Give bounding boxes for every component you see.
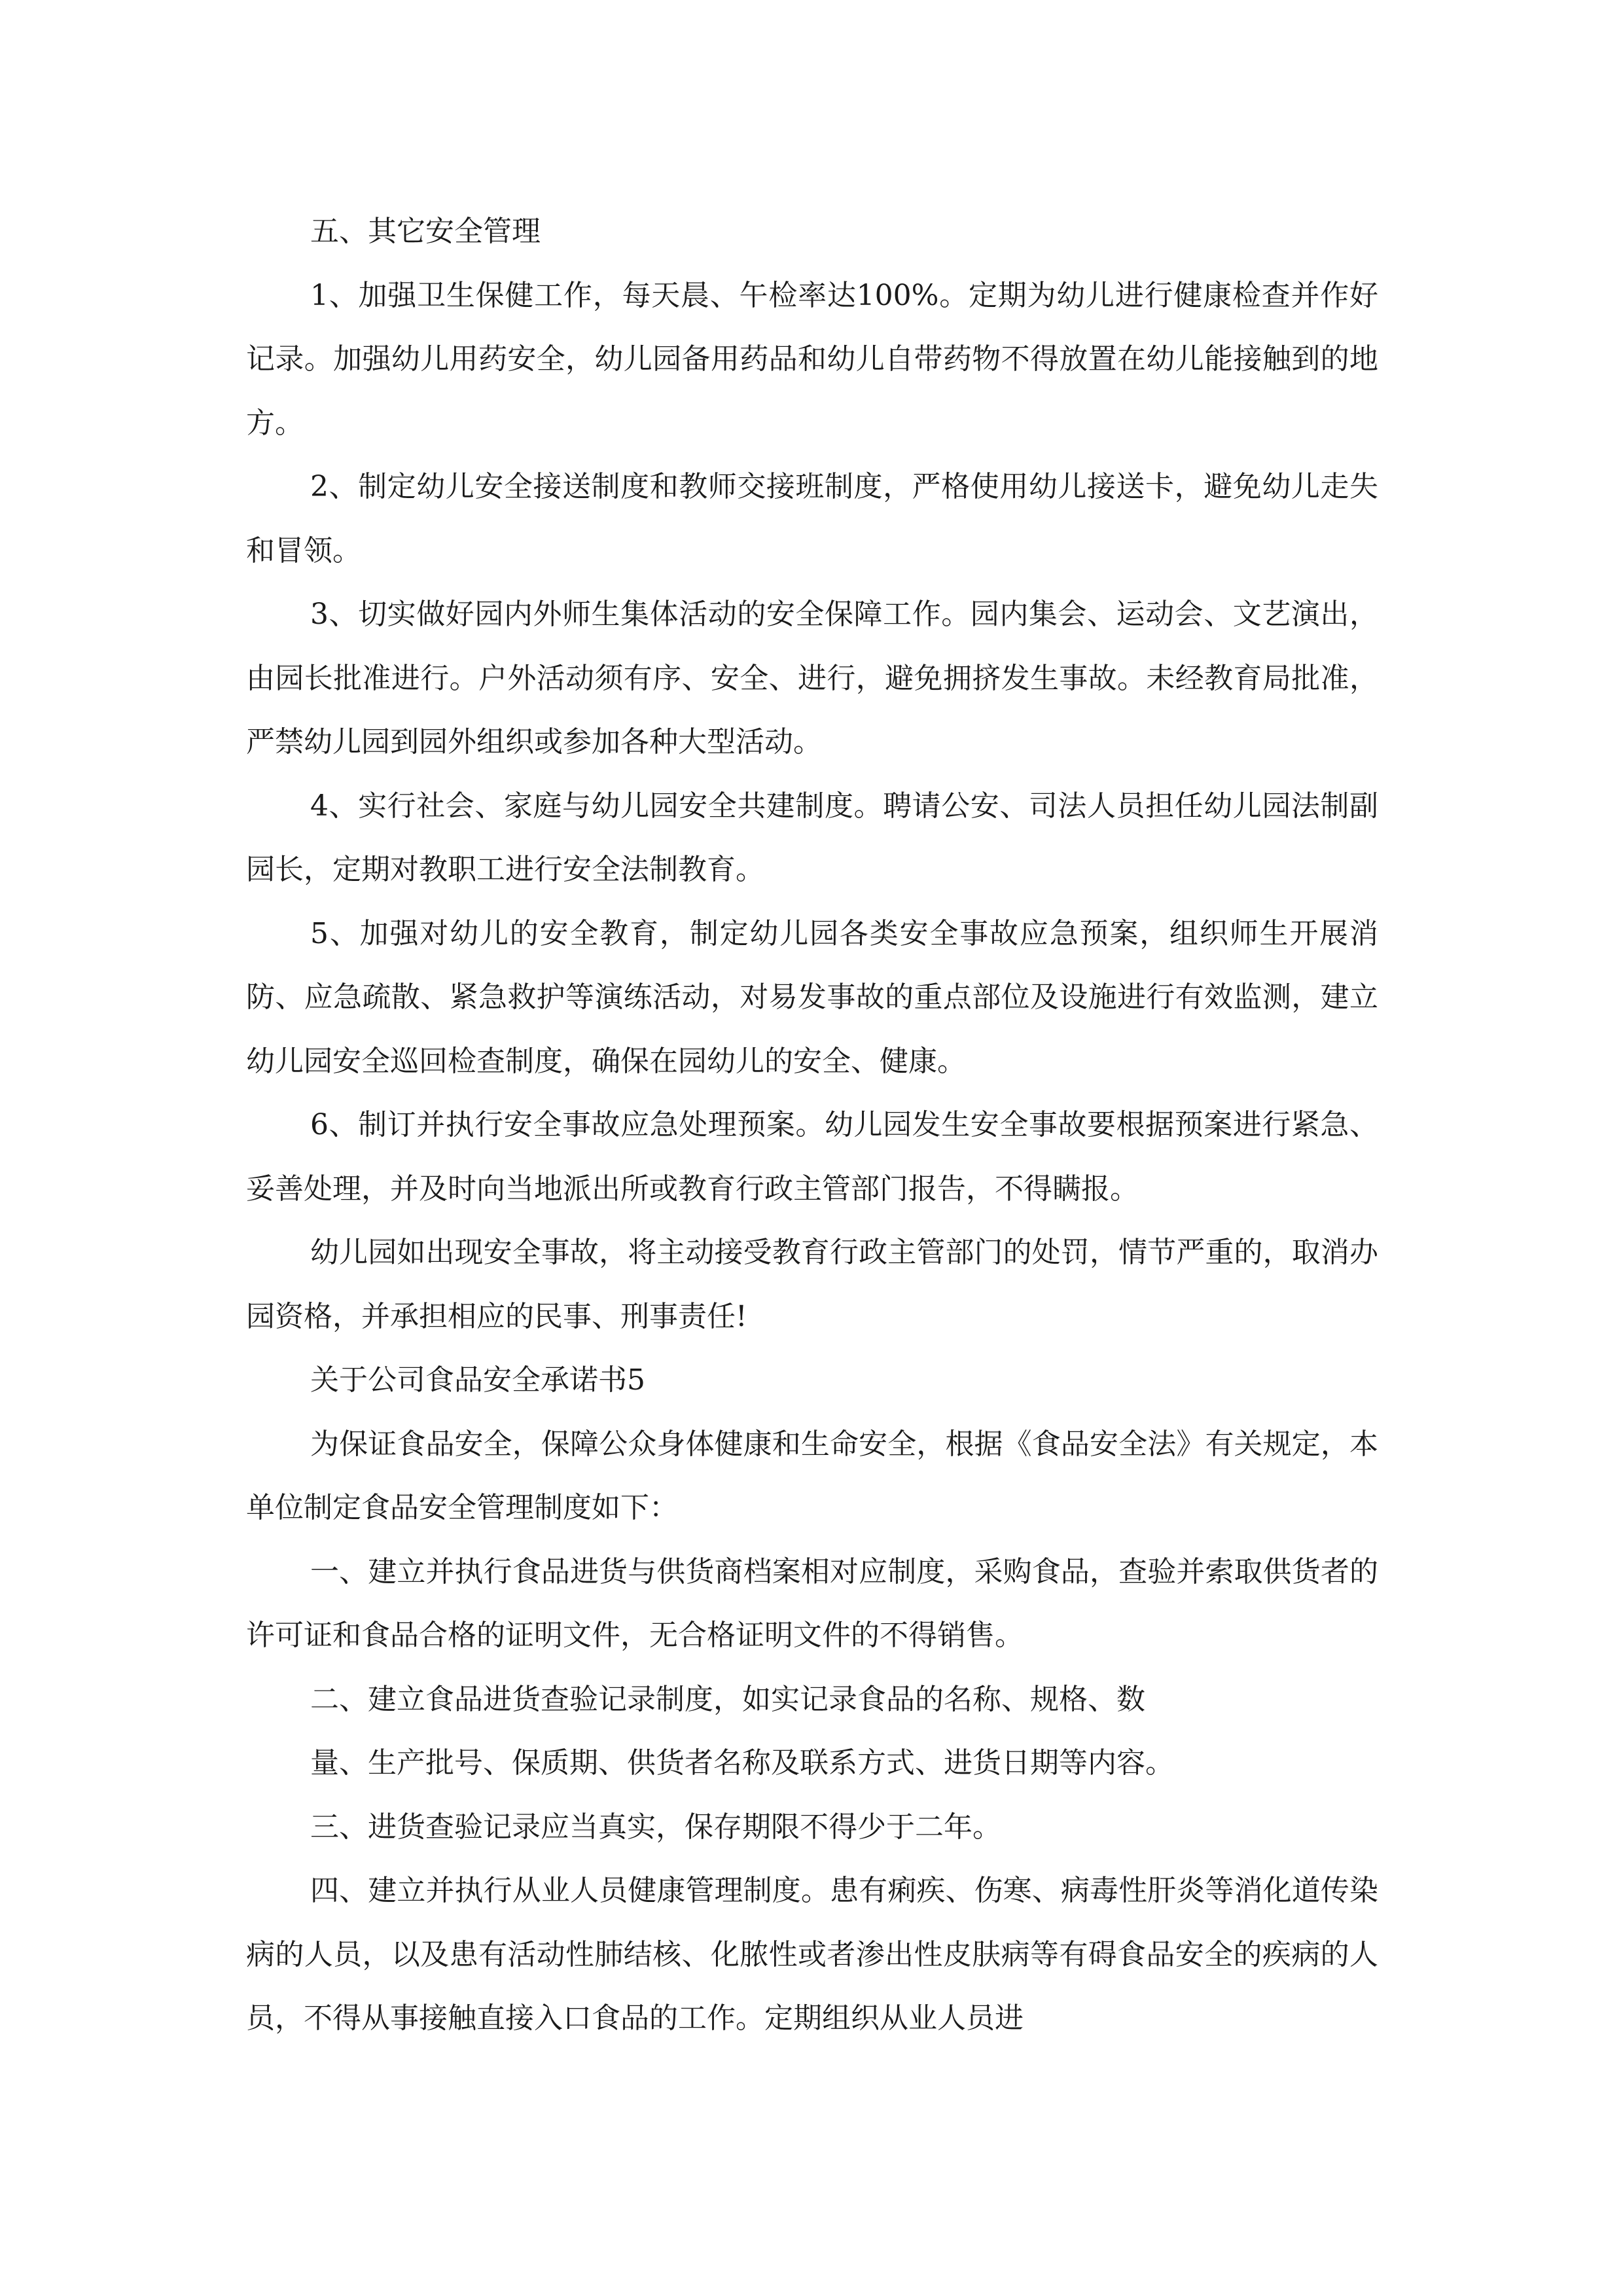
document-title-5: 关于公司食品安全承诺书5 [310,1363,645,1397]
item-paragraph-3: 3、切实做好园内外师生集体活动的安全保障工作。园内集会、运动会、文艺演出，由园长批准进行。户外活动须有序、安全、进行，避免拥挤发生事故。未经教育局批准，严禁幼儿园到园外组织或参加各种大型活动。 [246,598,1378,759]
section-heading: 五、其它安全管理 [310,215,541,248]
rule-paragraph-4: 四、建立并执行从业人员健康管理制度。患有痢疾、伤寒、病毒性肝炎等消化道传染病的人员，以及患有活动性肺结核、化脓性或者渗出性皮肤病等有碍食品安全的疾病的人员，不得从事接触直接入口食品的工作。定期组织从业人员进 [246,1874,1378,2035]
rule-paragraph-2: 二、建立食品进货查验记录制度，如实记录食品的名称、规格、数 [310,1682,1145,1716]
rule-paragraph-3: 三、进货查验记录应当真实，保存期限不得少于二年。 [310,1810,1001,1844]
closing-paragraph: 幼儿园如出现安全事故，将主动接受教育行政主管部门的处罚，情节严重的，取消办园资格，并承担相应的民事、刑事责任! [246,1236,1378,1333]
document-body [246,200,1378,2051]
item-paragraph-1: 1、加强卫生保健工作，每天晨、午检率达100%。定期为幼儿进行健康检查并作好记录。加强幼儿用药安全，幼儿园备用药品和幼儿自带药物不得放置在幼儿能接触到的地方。 [246,278,1378,440]
rule-paragraph-2-continued: 量、生产批号、保质期、供货者名称及联系方式、进货日期等内容。 [310,1746,1174,1780]
item-paragraph-4: 4、实行社会、家庭与幼儿园安全共建制度。聘请公安、司法人员担任幼儿园法制副园长，定期对教职工进行安全法制教育。 [246,789,1378,886]
item-paragraph-5: 5、加强对幼儿的安全教育，制定幼儿园各类安全事故应急预案，组织师生开展消防、应急疏散、紧急救护等演练活动，对易发事故的重点部位及设施进行有效监测，建立幼儿园安全巡回检查制度，确保在园幼儿的安全、健康。 [246,916,1378,1078]
intro-paragraph: 为保证食品安全，保障公众身体健康和生命安全，根据《食品安全法》有关规定，本单位制定食品安全管理制度如下： [246,1427,1378,1524]
rule-paragraph-1: 一、建立并执行食品进货与供货商档案相对应制度，采购食品，查验并索取供货者的许可证和食品合格的证明文件，无合格证明文件的不得销售。 [246,1554,1378,1652]
item-paragraph-6: 6、制订并执行安全事故应急处理预案。幼儿园发生安全事故要根据预案进行紧急、妥善处理，并及时向当地派出所或教育行政主管部门报告，不得瞒报。 [246,1108,1378,1206]
item-paragraph-2: 2、制定幼儿安全接送制度和教师交接班制度，严格使用幼儿接送卡，避免幼儿走失和冒领。 [246,470,1378,567]
